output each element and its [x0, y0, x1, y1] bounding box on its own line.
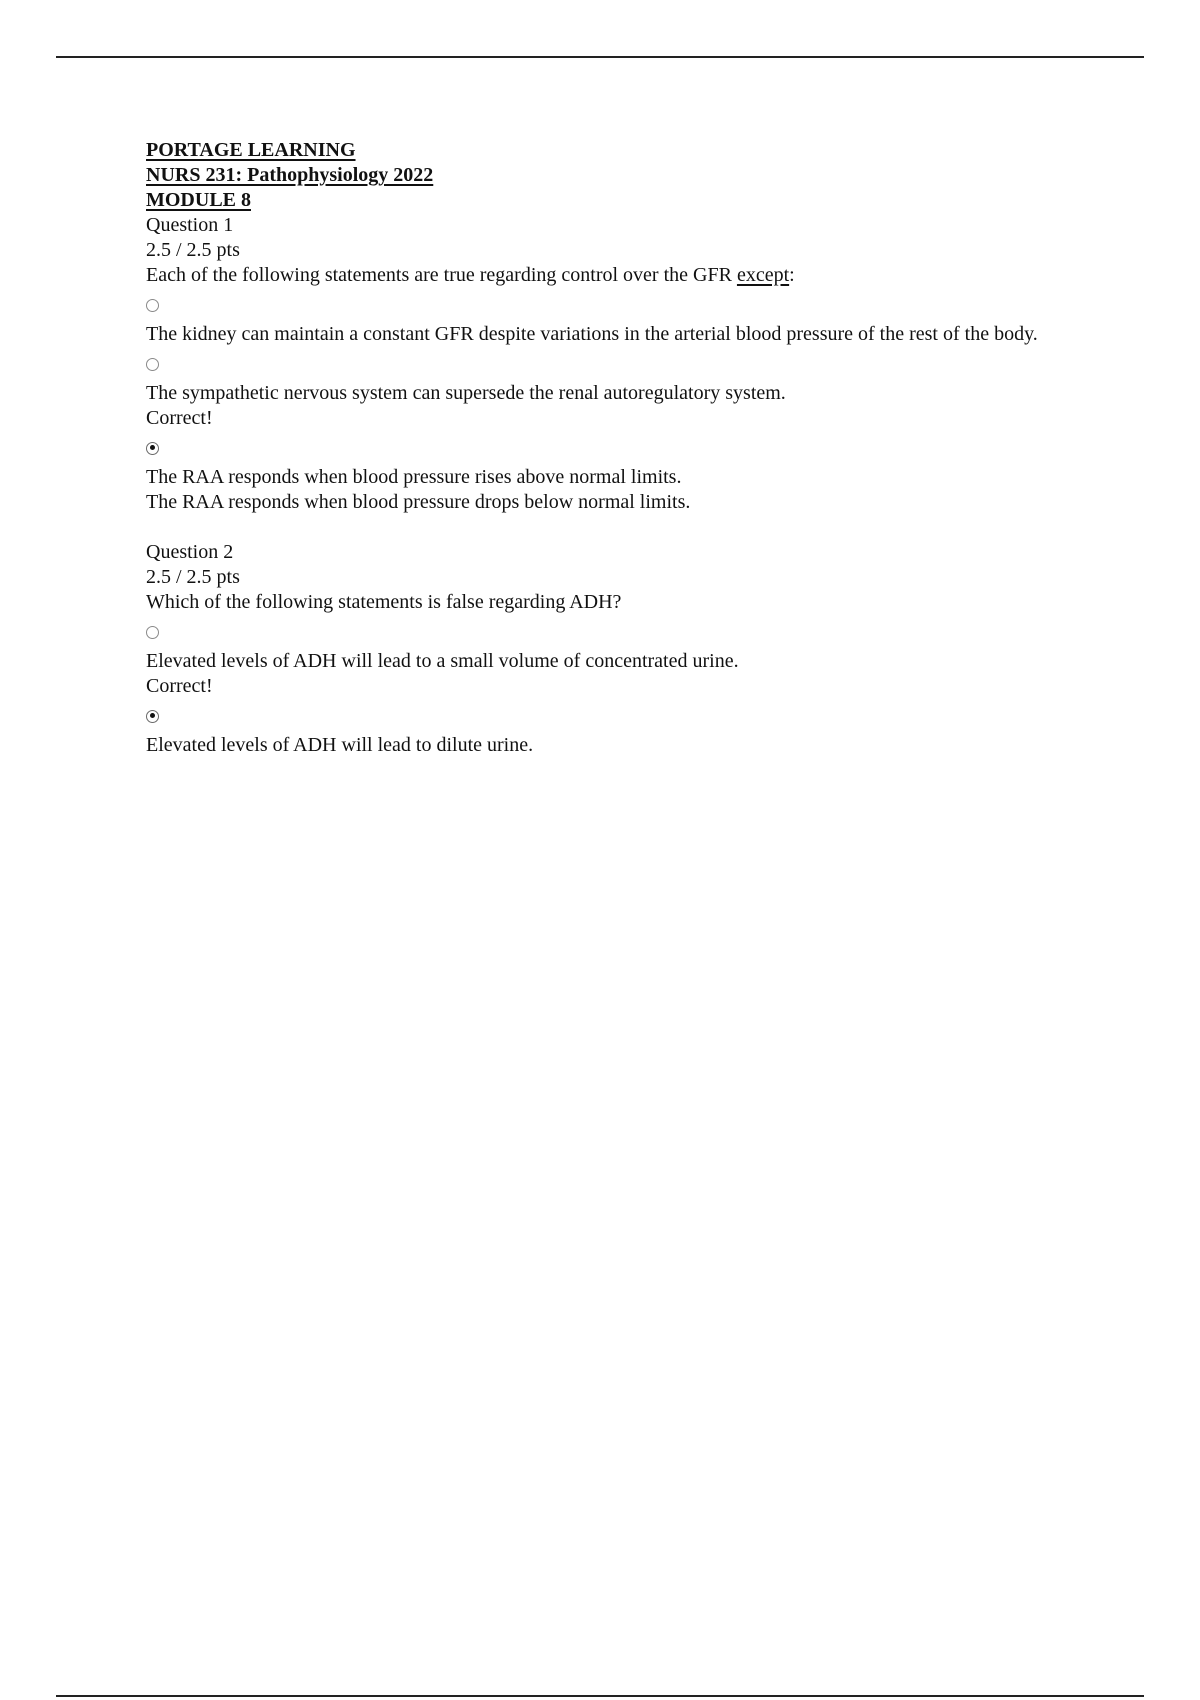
prompt-text: Each of the following statements are true regarding control over the GFR — [146, 264, 737, 286]
radio-unselected-icon[interactable] — [146, 358, 159, 371]
answer-radio-row — [146, 699, 1086, 733]
course-title: NURS 231: Pathophysiology 2022 — [146, 164, 434, 186]
quiz-document — [146, 138, 1086, 758]
answer-text: The RAA responds when blood pressure rises above normal limits. — [146, 466, 682, 488]
answer-radio-row — [146, 288, 1086, 322]
question-1 — [146, 213, 1086, 515]
radio-unselected-icon[interactable] — [146, 626, 159, 639]
answer-text: The sympathetic nervous system can supersede the renal autoregulatory system. — [146, 382, 786, 404]
radio-selected-icon[interactable] — [146, 710, 159, 723]
correct-feedback: Correct! — [146, 407, 213, 429]
prompt-emphasis: except — [736, 264, 790, 286]
answer-radio-row — [146, 431, 1086, 465]
top-rule — [56, 56, 1144, 58]
question-prompt — [146, 263, 1086, 288]
radio-unselected-icon[interactable] — [146, 299, 159, 312]
question-2 — [146, 540, 1086, 758]
question-title: Question 2 — [146, 541, 234, 563]
answer-radio-row — [146, 347, 1086, 381]
radio-selected-icon[interactable] — [146, 442, 159, 455]
bottom-rule — [56, 1695, 1144, 1697]
org-title: PORTAGE LEARNING — [146, 139, 356, 161]
answer-text: Elevated levels of ADH will lead to a small volume of concentrated urine. — [146, 650, 739, 672]
module-title: MODULE 8 — [146, 189, 251, 211]
spacer — [146, 515, 1086, 540]
answer-text: Elevated levels of ADH will lead to dilute urine. — [146, 734, 534, 756]
answer-text: The kidney can maintain a constant GFR despite variations in the arterial blood pressure of the rest of the body. — [146, 323, 1038, 345]
correct-feedback: Correct! — [146, 675, 213, 697]
question-prompt: Which of the following statements is false regarding ADH? — [146, 591, 622, 613]
answer-radio-row — [146, 615, 1086, 649]
prompt-punct: : — [789, 264, 795, 286]
question-score: 2.5 / 2.5 pts — [146, 239, 240, 261]
answer-text: The RAA responds when blood pressure drops below normal limits. — [146, 491, 691, 513]
question-title: Question 1 — [146, 214, 234, 236]
question-score: 2.5 / 2.5 pts — [146, 566, 240, 588]
